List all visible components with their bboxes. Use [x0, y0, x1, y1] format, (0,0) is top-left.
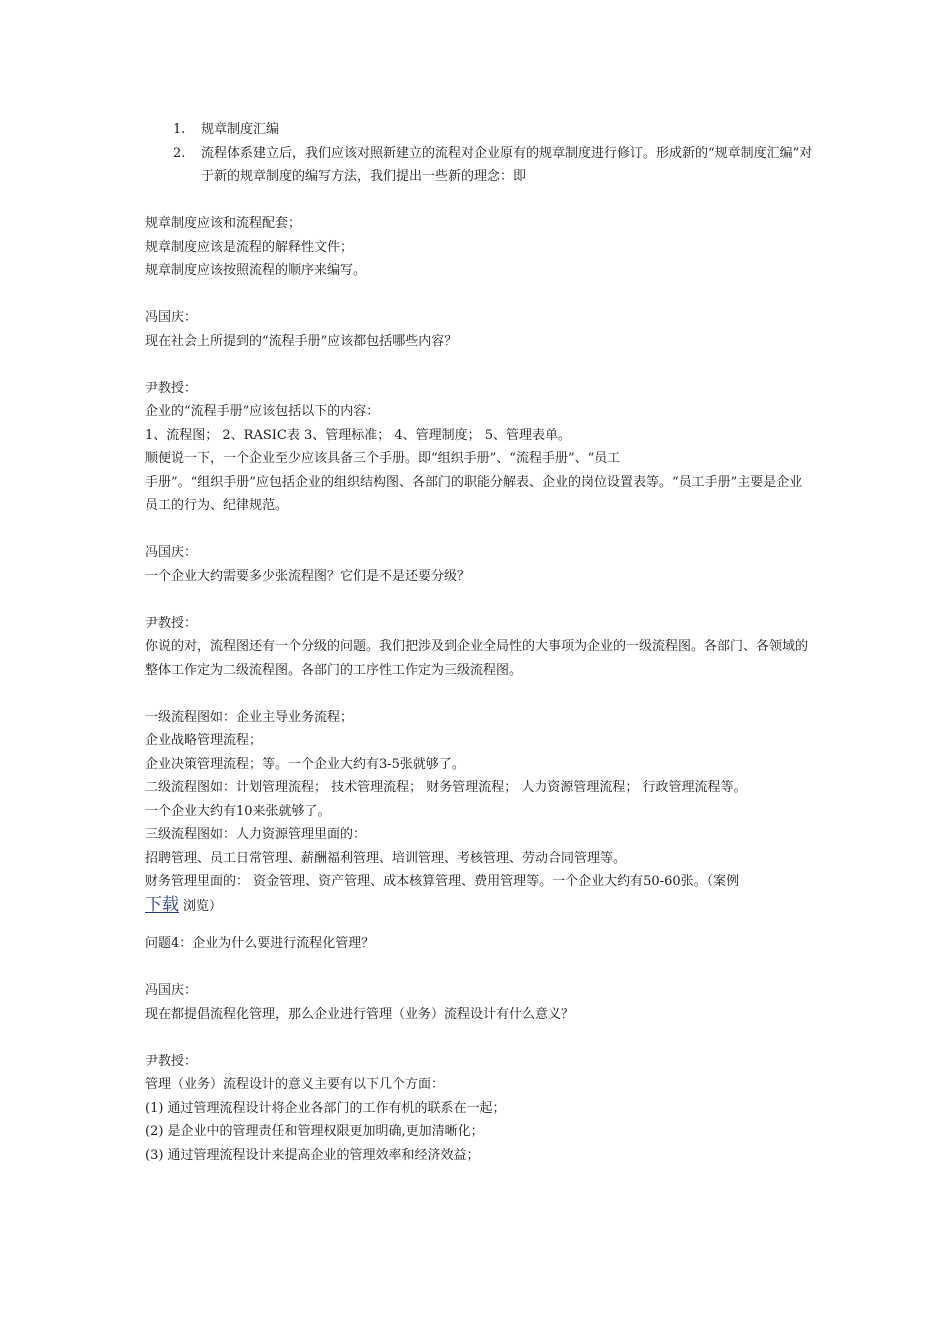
answer-point: (3) 通过管理流程设计来提高企业的管理效率和经济效益；: [145, 1147, 480, 1163]
level-line: 二级流程图如：计划管理流程； 技术管理流程； 财务管理流程； 人力资源管理流程； 行政管理流程等。: [145, 780, 747, 795]
answer-text: 你说的对，流程图还有一个分级的问题。我们把涉及到企业全局性的大事项为企业的一级流程图。各部门、各领域的整体工作定为二级流程图。各部门的工序性工作定为三级流程图。: [145, 639, 809, 678]
spacer: [145, 682, 815, 706]
question-heading: 问题4：企业为什么要进行流程化管理？: [145, 936, 375, 951]
speaker-label: 冯国庆：: [145, 983, 198, 998]
rule-line: 规章制度应该按照流程的顺序来编写。: [145, 263, 367, 278]
list-item: [145, 118, 815, 142]
spacer: [145, 353, 815, 377]
list-text: 规章制度汇编: [201, 122, 280, 137]
question-text: 现在社会上所提到的“流程手册”应该都包括哪些内容？: [145, 333, 458, 349]
rule-line: 规章制度应该和流程配套；: [145, 216, 302, 231]
level-line: 企业决策管理流程；等。一个企业大约有3-5张就够了。: [145, 756, 465, 772]
level-line: 一个企业大约有10来张就够了。: [145, 803, 331, 819]
level-line: 招聘管理、员工日常管理、薪酬福利管理、培训管理、考核管理、劳动合同管理等。: [145, 850, 627, 866]
speaker-label: 冯国庆：: [145, 545, 198, 560]
answer-line: 1、流程图； 2、RASIC表 3、管理标准； 4、管理制度； 5、管理表单。: [145, 427, 572, 443]
answer-line: 手册”。“组织手册”应包括企业的组织结构图、各部门的职能分解表、企业的岗位设置表等。“员工手册”主要是企业员工的行为、纪律规范。: [145, 474, 803, 513]
question-text: 现在都提倡流程化管理，那么企业进行管理（业务）流程设计有什么意义？: [145, 1006, 575, 1022]
level-line: 一级流程图如：企业主导业务流程；: [145, 709, 354, 725]
document-page: [145, 118, 815, 1167]
speaker-label: 尹教授：: [145, 615, 198, 631]
spacer: [145, 1026, 815, 1050]
spacer: [145, 283, 815, 307]
list-text: 流程体系建立后，我们应该对照新建立的流程对企业原有的规章制度进行修订。形成新的“规章制度汇编”对于新的规章制度的编写方法，我们提出一些新的理念：即: [201, 145, 813, 184]
speaker-label: 尹教授：: [145, 380, 198, 396]
level-line: 三级流程图如：人力资源管理里面的：: [145, 827, 367, 842]
spacer: [145, 588, 815, 612]
level-line: 企业战略管理流程；: [145, 733, 263, 748]
answer-line: 企业的“流程手册”应该包括以下的内容：: [145, 404, 380, 419]
speaker-label: 冯国庆：: [145, 310, 198, 325]
answer-point: (1) 通过管理流程设计将企业各部门的工作有机的联系在一起；: [145, 1100, 506, 1116]
list-item: [145, 142, 815, 189]
list-number: 1.: [173, 122, 186, 137]
download-link[interactable]: 下载: [145, 894, 179, 915]
numbered-list: [145, 118, 815, 189]
level-line: 财务管理里面的： 资金管理、资产管理、成本核算管理、费用管理等。一个企业大约有50-60张。（案例: [145, 874, 740, 889]
answer-point: (2) 是企业中的管理责任和管理权限更加明确,更加清晰化；: [145, 1124, 484, 1139]
download-tail: 浏览）: [183, 898, 223, 914]
list-number: 2.: [173, 145, 186, 161]
spacer: [145, 189, 815, 213]
question-text: 一个企业大约需要多少张流程图？它们是不是还要分级？: [145, 568, 471, 584]
spacer: [145, 956, 815, 980]
rule-line: 规章制度应该是流程的解释性文件；: [145, 239, 354, 255]
answer-line: 顺便说一下，一个企业至少应该具备三个手册。即“组织手册”、“流程手册”、“员工: [145, 451, 621, 466]
spacer: [145, 918, 815, 932]
speaker-label: 尹教授：: [145, 1053, 198, 1069]
spacer: [145, 518, 815, 542]
download-line: [145, 894, 815, 919]
answer-intro: 管理（业务）流程设计的意义主要有以下几个方面：: [145, 1077, 445, 1092]
